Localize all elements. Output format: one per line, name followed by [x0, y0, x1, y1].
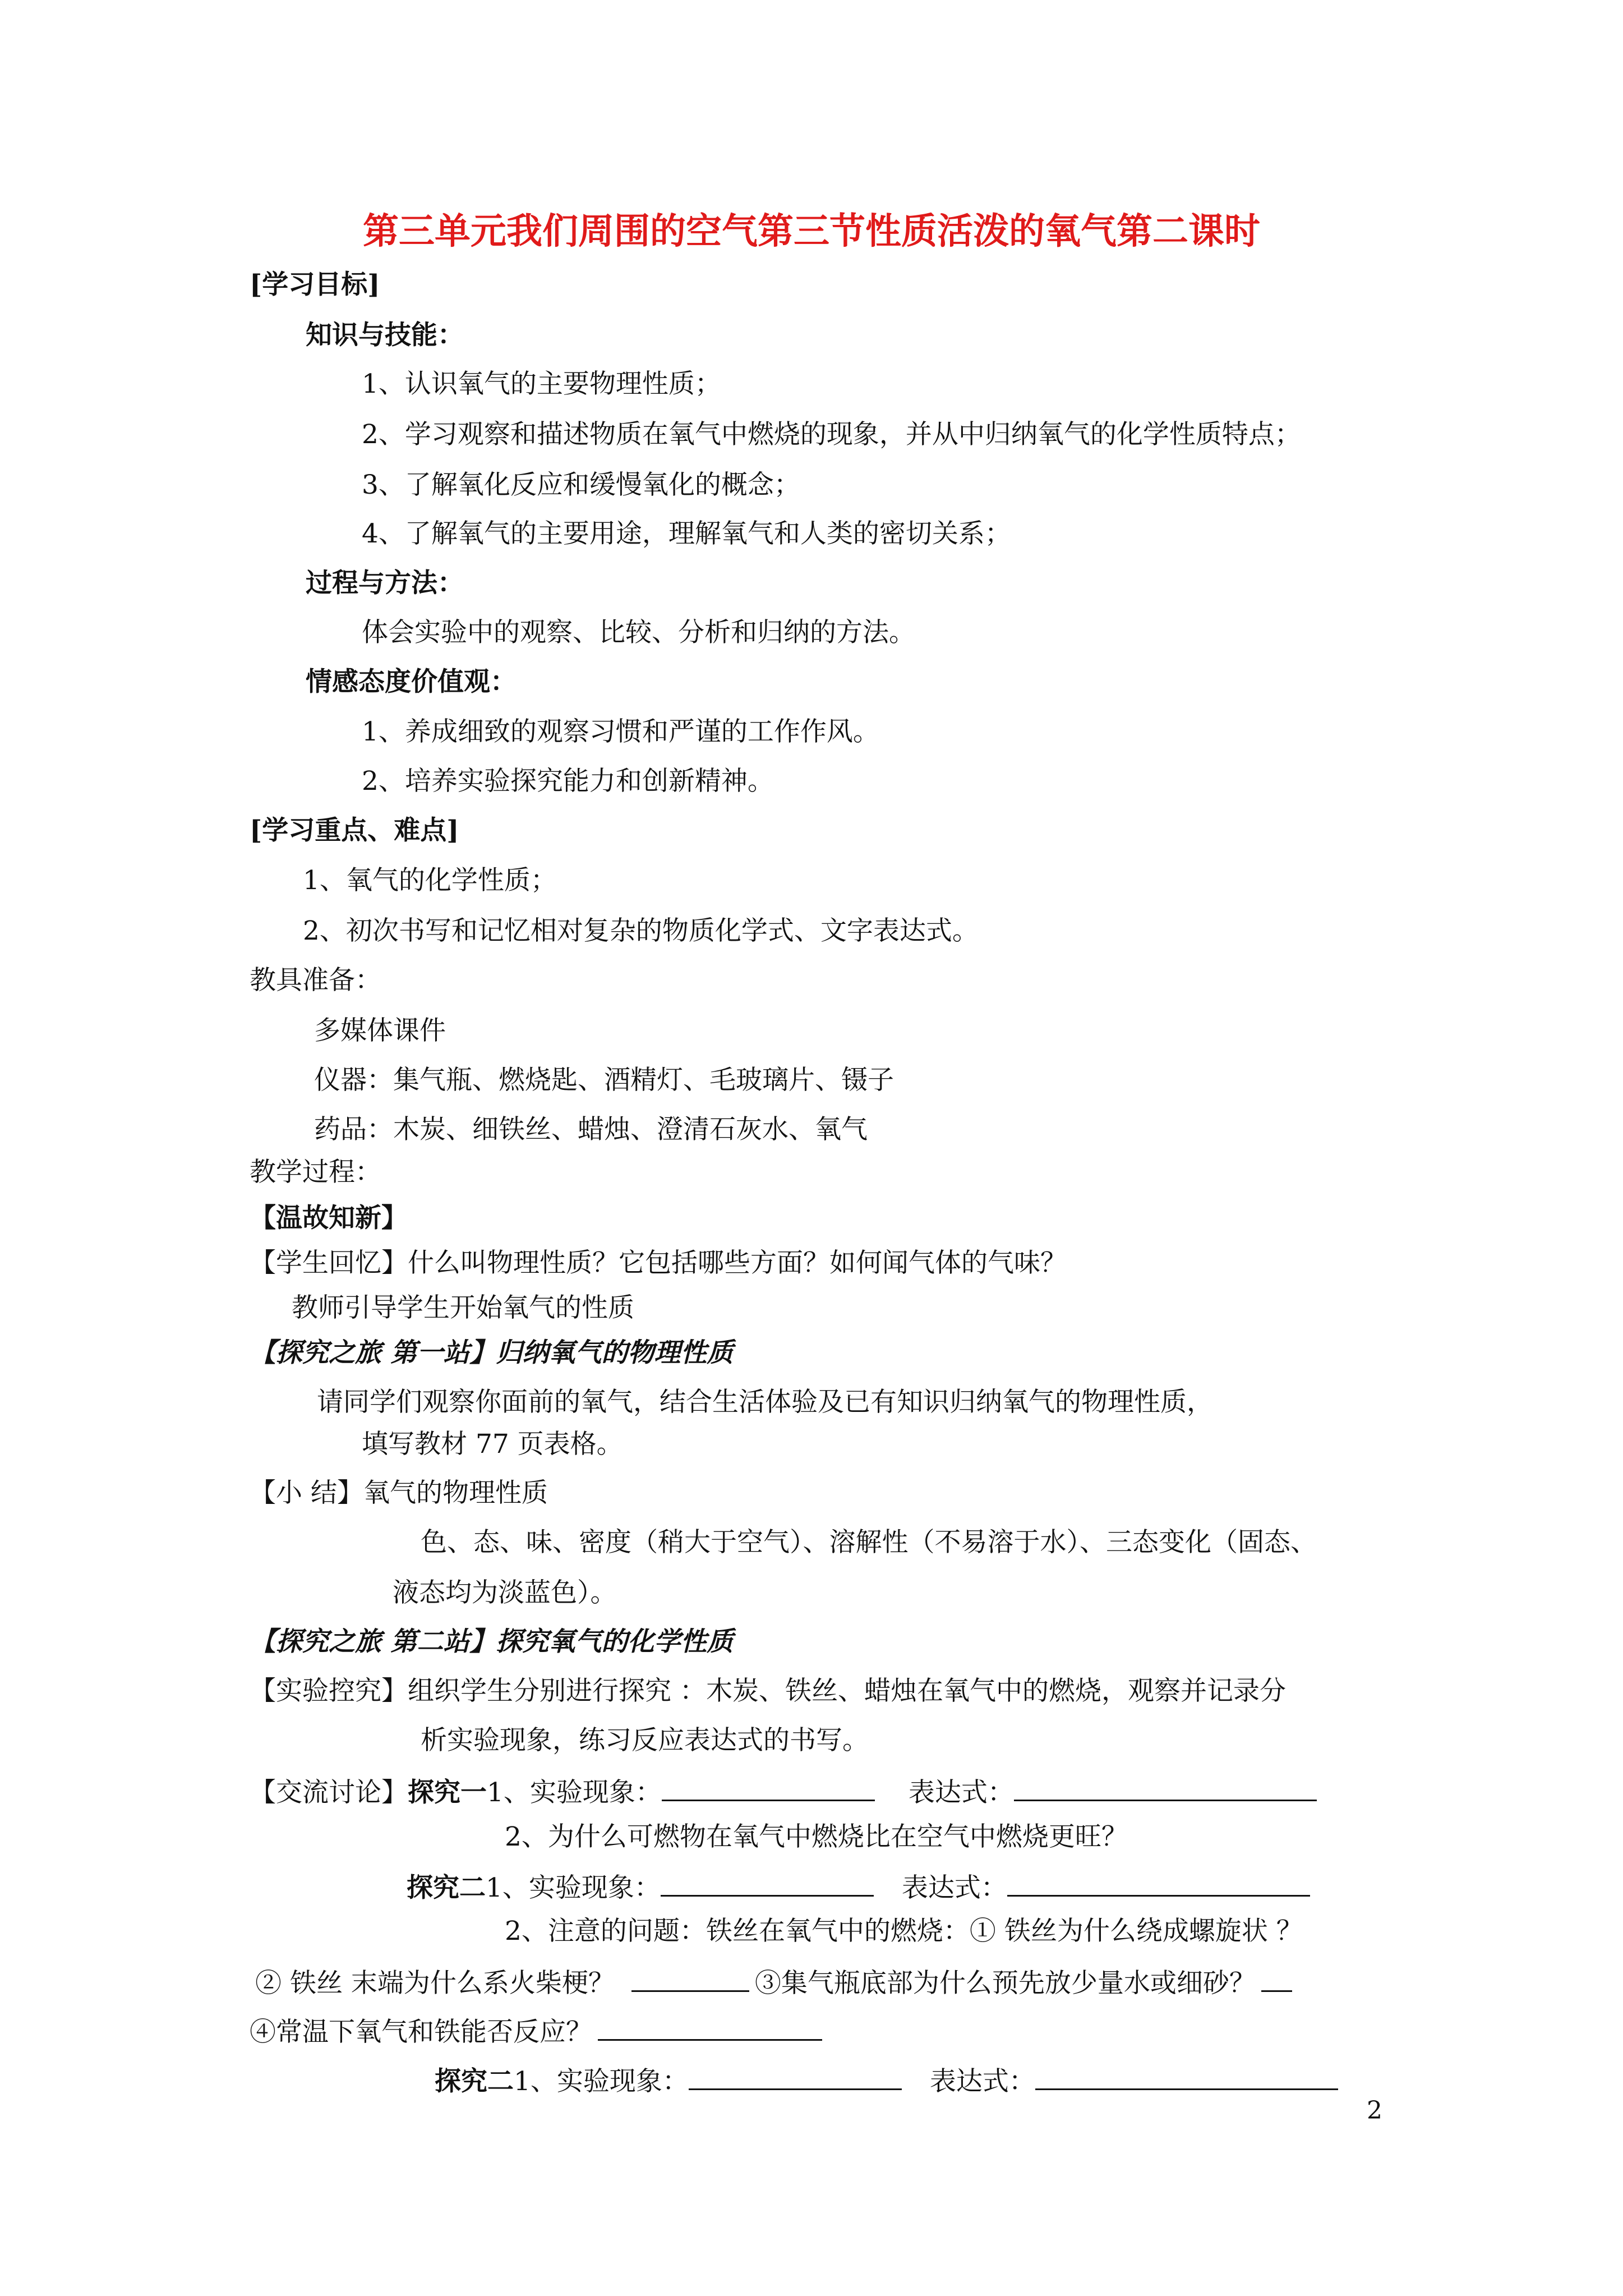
phenomenon-label: 1、实验现象：: [487, 1777, 662, 1808]
question-burn: 2、为什么可燃物在氧气中燃烧比在空气中燃烧更旺？: [505, 1821, 1128, 1852]
emotion-heading: 情感态度价值观：: [306, 666, 517, 697]
question-sand: ③集气瓶底部为什么预先放少量水或细砂？: [754, 1968, 1256, 1999]
experiment-tag: 【实验控究】: [250, 1676, 408, 1706]
sand-blank[interactable]: [1261, 1963, 1292, 1992]
experiment-text-1: 组织学生分别进行探究 ：木炭、铁丝、蜡烛在氧气中的燃烧，观察并记录分: [408, 1676, 1286, 1706]
summary-line: [250, 1476, 548, 1510]
process-text: 体会实验中的观察、比较、分析和归纳的方法。: [362, 617, 915, 648]
knowledge-item-4: 4、了解氧气的主要用途，理解氧气和人类的密切关系；: [362, 518, 1011, 549]
expression-blank-1[interactable]: [1014, 1773, 1317, 1801]
key-point-1: 1、氧气的化学性质；: [303, 865, 557, 896]
page-title: 第三单元我们周围的空气第三节性质活泼的氧气第二课时: [363, 210, 1260, 252]
match-blank[interactable]: [631, 1963, 749, 1992]
question-line-room-temp: [250, 2012, 822, 2049]
page-number: 2: [1367, 2096, 1382, 2125]
question-room-temp: ④常温下氧气和铁能否反应？: [250, 2017, 592, 2047]
knowledge-item-3: 3、了解氧化反应和缓慢氧化的概念；: [362, 470, 800, 500]
review-heading: 【温故知新】: [250, 1203, 408, 1234]
expression-blank-3[interactable]: [1035, 2062, 1338, 2090]
station-1-text-1: 请同学们观察你面前的氧气，结合生活体验及已有知识归纳氧气的物理性质，: [317, 1387, 1213, 1418]
key-point-2: 2、初次书写和记忆相对复杂的物质化学式、文字表达式。: [303, 915, 979, 946]
recall-line: [250, 1246, 1067, 1280]
phenomenon-blank-2[interactable]: [661, 1868, 874, 1897]
experiment-text-2: 析实验现象，练习反应表达式的书写。: [421, 1725, 869, 1756]
knowledge-item-2: 2、学习观察和描述物质在氧气中燃烧的现象，并从中归纳氧气的化学性质特点；: [362, 419, 1301, 450]
explore-2-label: 探究二: [407, 1872, 486, 1903]
emotion-item-2: 2、培养实验探究能力和创新精神。: [362, 766, 774, 797]
materials-chemicals: 药品：木炭、细铁丝、蜡烛、澄清石灰水、氧气: [314, 1114, 868, 1145]
discussion-tag: 【交流讨论】: [250, 1777, 408, 1808]
recall-text: 什么叫物理性质？它包括哪些方面？如何闻气体的气味？: [408, 1248, 1067, 1278]
expression-blank-2[interactable]: [1007, 1868, 1310, 1897]
summary-detail-1: 色、态、味、密度（稍大于空气）、溶解性（不易溶于水）、三态变化（固态、: [421, 1527, 1317, 1558]
expression-label-3: 表达式：: [929, 2066, 1035, 2097]
summary-text: 氧气的物理性质: [363, 1478, 548, 1508]
phenomenon-blank-1[interactable]: [662, 1773, 875, 1801]
phenomenon-label-3: 1、实验现象：: [514, 2066, 689, 2097]
question-line-match-sand: [255, 1963, 1292, 2000]
question-match: ② 铁丝 末端为什么系火柴梗？: [255, 1968, 615, 1999]
materials-multimedia: 多媒体课件: [314, 1015, 446, 1046]
summary-tag: 【小 结】: [250, 1478, 363, 1508]
emotion-item-1: 1、养成细致的观察习惯和严谨的工作作风。: [362, 716, 879, 747]
process-heading: 过程与方法：: [306, 568, 464, 599]
question-attention: 2、注意的问题：铁丝在氧气中的燃烧：① 铁丝为什么绕成螺旋状 ？: [505, 1916, 1303, 1947]
explore-1-label: 探究一: [408, 1777, 487, 1808]
phenomenon-blank-3[interactable]: [689, 2062, 902, 2090]
materials-instruments: 仪器：集气瓶、燃烧匙、酒精灯、毛玻璃片、镊子: [314, 1065, 894, 1096]
discussion-line-3: [435, 2062, 1338, 2099]
explore-3-label: 探究二: [435, 2066, 514, 2097]
key-points-heading: [学习重点、难点]: [250, 815, 459, 846]
summary-detail-2: 液态均为淡蓝色）。: [393, 1577, 617, 1608]
station-1-text-2: 填写教材 77 页表格。: [362, 1429, 623, 1460]
expression-label: 表达式：: [908, 1777, 1014, 1808]
knowledge-item-1: 1、认识氧气的主要物理性质；: [362, 369, 721, 399]
objectives-heading: [学习目标]: [250, 269, 380, 300]
discussion-line-2: [407, 1868, 1310, 1905]
materials-heading: 教具准备：: [250, 965, 381, 996]
discussion-line-1: [250, 1773, 1317, 1810]
experiment-line: [250, 1674, 1286, 1708]
phenomenon-label-2: 1、实验现象：: [486, 1872, 661, 1903]
station-1-heading: 【探究之旅 第一站】归纳氧气的物理性质: [250, 1337, 734, 1368]
station-2-heading: 【探究之旅 第二站】探究氧气的化学性质: [250, 1626, 734, 1657]
room-temp-blank[interactable]: [598, 2012, 822, 2041]
recall-tag: 【学生回忆】: [250, 1248, 408, 1278]
expression-label-2: 表达式：: [901, 1872, 1007, 1903]
teacher-guide: 教师引导学生开始氧气的性质: [292, 1292, 634, 1323]
process-section-heading: 教学过程：: [250, 1157, 381, 1188]
knowledge-heading: 知识与技能：: [306, 320, 464, 351]
